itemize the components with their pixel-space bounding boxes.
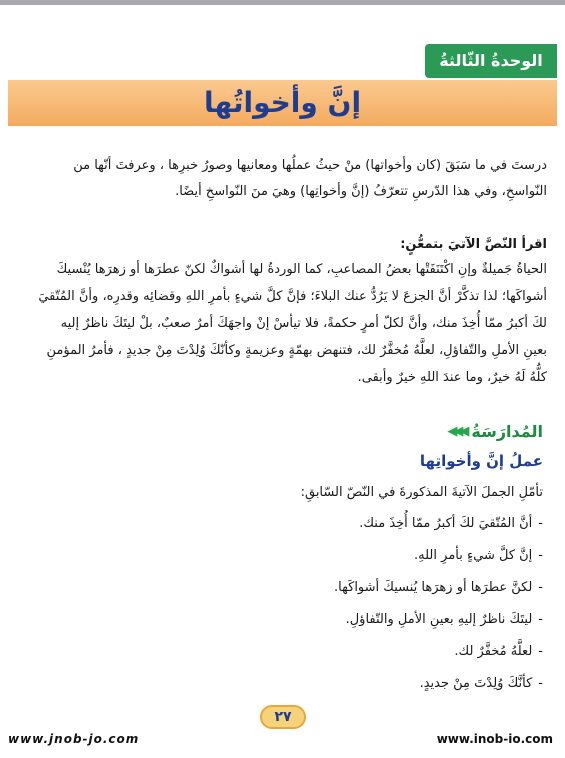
example-text: أنَّ المُتّقيَ لكَ أكبرُ ممّا أُخِذَ منك. — [359, 516, 533, 531]
page-number: ٢٧ — [260, 705, 306, 729]
example-sentence-list — [143, 512, 543, 704]
practice-heading — [447, 420, 543, 442]
intro-line: النّواسخِ، وفي هذا الدّرسِ تتعرّفُ (إنَّ وأخواتِها) وهيَ منَ النّواسخِ أيضًا. — [175, 184, 547, 199]
example-sentence — [143, 672, 543, 704]
example-sentence — [143, 544, 543, 576]
dash-bullet: - — [538, 676, 543, 691]
footer-watermark-right: www.inob-io.com — [436, 732, 553, 746]
example-text: لعلَّهُ مُخفَّرٌ لك. — [454, 644, 533, 659]
dash-bullet: - — [538, 548, 543, 563]
passage-line: كلُّهُ لَهُ خيرٌ، وما عندَ اللهِ خيرٌ وأبقى. — [357, 370, 547, 385]
dash-bullet: - — [538, 580, 543, 595]
example-text: كأنَّكَ وُلِدْتَ مِنْ جديدٍ. — [419, 676, 533, 691]
example-sentence — [143, 512, 543, 544]
task-instruction: تأمّلِ الجملَ الآتيةَ المذكورةَ في النّصّ السّابقِ: — [300, 485, 543, 500]
example-sentence — [143, 576, 543, 608]
example-text: لكنَّ عطرَها أو زهرَها يُنسيكَ أشواكَها. — [334, 580, 533, 595]
practice-label: المُدارَسَةُ — [471, 421, 543, 441]
section-subheading: عملُ إنَّ وأخواتِها — [419, 452, 543, 470]
dash-bullet: - — [538, 612, 543, 627]
lesson-title: إنَّ وأخواتُها — [203, 86, 362, 119]
top-border — [0, 0, 565, 5]
intro-line: درستَ في ما سَبَقَ (كان وأخواتها) منْ حيثُ عملُها ومعانيها وصورُ خبرِها ، وعرفتَ أنّها من — [73, 158, 547, 173]
reading-instruction: اقرأ النّصَّ الآتيَ بتمعُّنٍ: — [400, 237, 547, 252]
unit-badge: الوحدةُ الثّالثةُ — [425, 44, 557, 78]
dash-bullet: - — [538, 516, 543, 531]
passage-line: أشواكَها؛ لذا تذكَّرْ أنَّ الجزعَ لا يَرُدُّ عنك البلاءَ؛ فإنَّ كلَّ شيءٍ بأمرِ اللهِ وقضائِه وقدرِه، وأنَّ المُتّقيَ — [38, 289, 547, 304]
example-sentence — [143, 640, 543, 672]
footer-watermark-left: www.jnob-jo.com — [8, 732, 140, 746]
passage-line: الحياةُ جَميلةٌ وإنِ اكْتَنَفَتْها بعضُ المصاعبِ، كما الوردةُ لها أشواكٌ لكنّ عطرَها أو زهرَها يُنْسيكَ — [56, 262, 547, 277]
example-sentence — [143, 608, 543, 640]
passage-line: بعينِ الأملِ والتّفاؤلِ، لعلَّهُ مُخفَّرٌ لك، فتنهض بهمّةٍ وعزيمةٍ وكأنّكَ وُلِدْتَ مِنْ جديدٍ ، فأمرُ المؤمنِ — [46, 343, 547, 358]
example-text: ليتَكَ ناظرٌ إليهِ بعينِ الأملِ والتّفاؤلِ. — [345, 612, 533, 627]
example-text: إنَّ كلَّ شيءٍ بأمرِ اللهِ. — [414, 548, 533, 563]
passage-line: لكَ أكبرُ ممّا أُخِذَ منك، وأنَّ لكلّ أمرٍ حكمةً، فلا تيأسْ إنْ واجهَكَ أمرٌ صعبٌ، بلْ ليتَكَ ناظرٌ إليه — [60, 316, 547, 331]
reading-passage — [22, 256, 547, 391]
dash-bullet: - — [538, 644, 543, 659]
triple-arrow-icon: ◀◀◀ — [447, 423, 466, 439]
intro-paragraph — [22, 153, 547, 205]
